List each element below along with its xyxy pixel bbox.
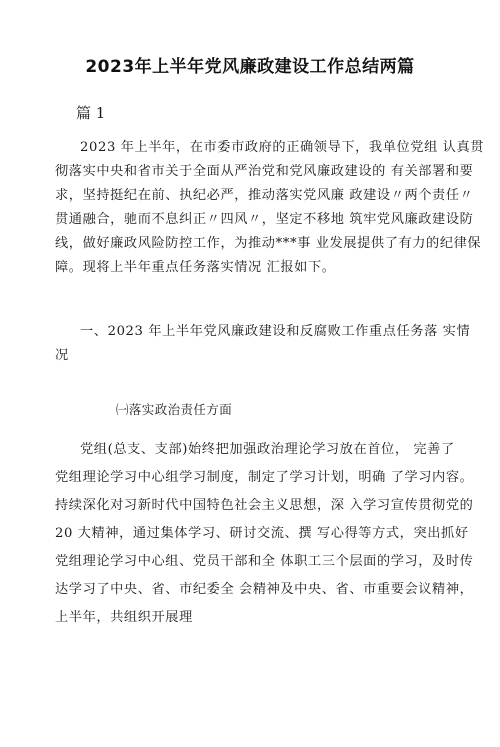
paragraph1-line: 线，做好廉政风险防控工作，为推动***事 业发展提供了有力的纪律保	[55, 236, 482, 251]
heading1-line: 况	[55, 348, 69, 363]
heading1-line: 一、2023 年上半年党风廉政建设和反腐败工作重点任务落 实情	[80, 324, 471, 339]
paragraph1-line: 2023 年上半年，在市委市政府的正确领导下，我单位党组 认真贯	[80, 140, 485, 155]
paragraph2-line: 20 大精神，通过集体学习、研讨交流、撰 写心得等方式，突出抓好	[55, 526, 469, 541]
document-title: 2023年上半年党风廉政建设工作总结两篇	[85, 57, 415, 77]
subheading: ㈠落实政治责任方面	[116, 402, 233, 417]
paragraph2-line: 达学习了中央、省、市纪委全 会精神及中央、省、市重要会议精神，	[55, 582, 474, 597]
paragraph1-line: 障。现将上半年重点任务落实情况 汇报如下。	[55, 260, 336, 275]
paragraph2-line: 党组(总支、支部)始终把加强政治理论学习放在首位， 完善了	[80, 442, 455, 457]
paragraph1-line: 求，坚持挺纪在前、执纪必严，推动落实党风廉 政建设〃两个责任〃	[55, 188, 474, 203]
paragraph2-line: 持续深化对习新时代中国特色社会主义思想，深 入学习宣传贯彻党的	[55, 498, 474, 513]
paragraph2-line: 党组理论学习中心组、党员干部和全 体职工三个层面的学习，及时传	[55, 554, 474, 569]
section-label: 篇 1	[76, 104, 106, 122]
paragraph1-line: 贯通融合，驰而不息纠正〃四风〃，坚定不移地 筑牢党风廉政建设防	[55, 212, 474, 227]
paragraph2-line: 上半年，共组织开展理	[55, 610, 193, 625]
paragraph1-line: 彻落实中央和省市关于全面从严治党和党风廉政建设的 有关部署和要	[55, 164, 474, 179]
paragraph2-line: 党组理论学习中心组学习制度，制定了学习计划，明确 了学习内容。	[55, 470, 474, 485]
